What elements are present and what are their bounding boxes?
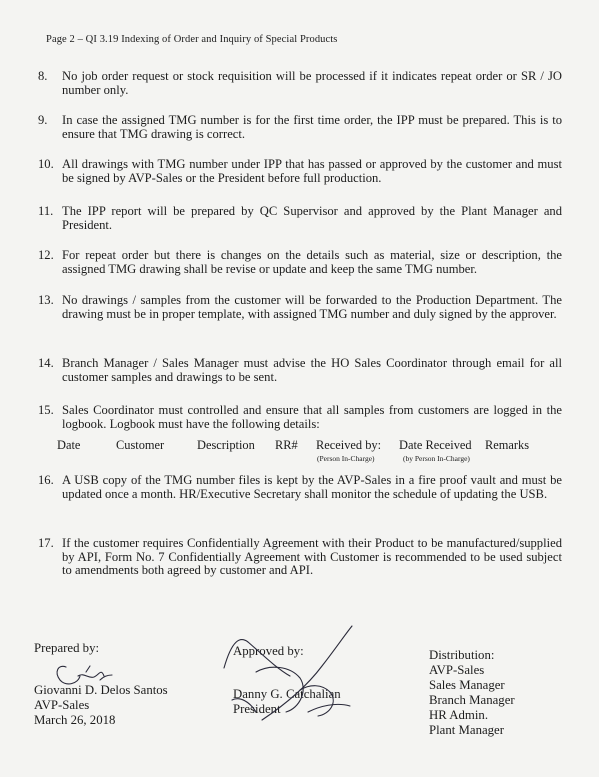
- approved-by-name: Danny G. Catchalian: [233, 687, 341, 701]
- prepared-by-label: Prepared by:: [34, 641, 100, 655]
- logbook-column: Date: [57, 438, 81, 452]
- item-number: 16.: [38, 473, 54, 487]
- distribution-item: Sales Manager: [429, 678, 505, 692]
- item-text: If the customer requires Confidentially Agreement with their Product to be manufactured/supplied by API, Form No. 7 Confidentially Agreement with Customer is recommended to be used subject to amendments both agreed by customer and API.: [62, 536, 562, 578]
- logbook-column: Date Received: [399, 438, 472, 452]
- date-received-note: (by Person In-Charge): [403, 454, 470, 463]
- item-text: For repeat order but there is changes on the details such as material, size or description, the assigned TMG drawing shall be revise or update and keep the same TMG number.: [62, 248, 562, 276]
- item-number: 14.: [38, 356, 54, 370]
- distribution-item: HR Admin.: [429, 708, 489, 722]
- item-number: 17.: [38, 536, 54, 550]
- item-number: 12.: [38, 248, 54, 262]
- prepared-by-date: March 26, 2018: [34, 713, 116, 727]
- item-text: In case the assigned TMG number is for the first time order, the IPP must be prepared. This is to ensure that TMG drawing is correct.: [62, 113, 562, 141]
- received-by-note: (Person In-Charge): [317, 454, 375, 463]
- distribution-label: Distribution:: [429, 648, 495, 662]
- logbook-column: RR#: [275, 438, 298, 452]
- item-number: 15.: [38, 403, 54, 417]
- distribution-item: AVP-Sales: [429, 663, 485, 677]
- distribution-item: Branch Manager: [429, 693, 515, 707]
- page-header: Page 2 – QI 3.19 Indexing of Order and Inquiry of Special Products: [46, 34, 338, 45]
- item-number: 11.: [38, 204, 54, 218]
- item-text: Branch Manager / Sales Manager must advise the HO Sales Coordinator through email for all customer samples and drawings to be sent.: [62, 356, 562, 384]
- logbook-column: Description: [197, 438, 255, 452]
- item-number: 13.: [38, 293, 54, 307]
- approved-by-title: President: [233, 702, 281, 716]
- logbook-column: Remarks: [485, 438, 530, 452]
- approved-by-signature: [224, 626, 352, 720]
- approved-by-label: Approved by:: [233, 644, 304, 658]
- item-text: A USB copy of the TMG number files is kept by the AVP-Sales in a fire proof vault and must be updated once a month. HR/Executive Secretary shall monitor the schedule of updating the USB.: [62, 473, 562, 501]
- logbook-column: Customer: [116, 438, 165, 452]
- prepared-by-title: AVP-Sales: [34, 698, 90, 712]
- item-text: Sales Coordinator must controlled and ensure that all samples from customers are logged in the logbook. Logbook must have the following details:: [62, 403, 562, 431]
- item-text: No drawings / samples from the customer will be forwarded to the Production Department. The drawing must be in proper template, with assigned TMG number and duly signed by the approver.: [62, 293, 562, 321]
- item-text: No job order request or stock requisition will be processed if it indicates repeat order or SR / JO number only.: [62, 69, 562, 97]
- item-number: 8.: [38, 69, 48, 83]
- item-number: 9.: [38, 113, 48, 127]
- prepared-by-signature: [57, 666, 112, 684]
- prepared-by-name: Giovanni D. Delos Santos: [34, 683, 168, 697]
- item-text: All drawings with TMG number under IPP that has passed or approved by the customer and must be signed by AVP-Sales or the President before full production.: [62, 157, 562, 185]
- item-text: The IPP report will be prepared by QC Supervisor and approved by the Plant Manager and President.: [62, 204, 562, 232]
- item-number: 10.: [38, 157, 54, 171]
- logbook-column: Received by:: [316, 438, 382, 452]
- distribution-item: Plant Manager: [429, 723, 504, 737]
